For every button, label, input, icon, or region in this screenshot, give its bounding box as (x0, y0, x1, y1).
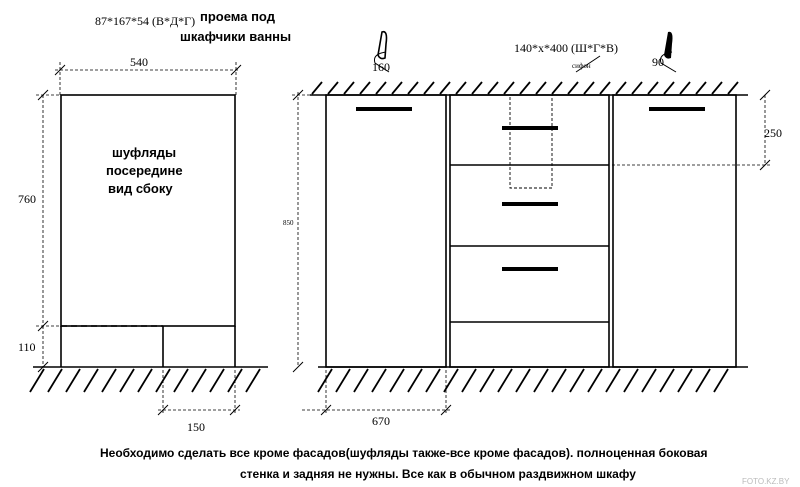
drawer-handle-1 (502, 126, 558, 130)
hatch-line (632, 82, 642, 94)
hatch-line (696, 82, 706, 94)
hatch-line (66, 369, 80, 392)
siphon-zone (510, 95, 552, 188)
hatch-line (600, 82, 610, 94)
hatch-line (570, 369, 584, 392)
hatch-line (440, 82, 450, 94)
side-label-line1: шуфляды (112, 145, 177, 160)
hatch-line (552, 369, 566, 392)
hatch-line (328, 82, 338, 94)
hatch-line (408, 82, 418, 94)
hatch-line (680, 82, 690, 94)
hatch-line (588, 369, 602, 392)
hatch-line (712, 82, 722, 94)
hatch-line (426, 369, 440, 392)
door-width-dimension: 670 (372, 414, 390, 428)
hatch-line (678, 369, 692, 392)
hatch-line (246, 369, 260, 392)
hatch-line (664, 82, 674, 94)
opening-label-line2: шкафчики ванны (180, 29, 292, 44)
left-pipe-angle: 160 (372, 60, 390, 74)
hatch-line (318, 369, 332, 392)
hatch-line (408, 369, 422, 392)
hatch-line (504, 82, 514, 94)
side-width-dimension: 540 (130, 55, 148, 69)
hatch-line (714, 369, 728, 392)
hatch-line (30, 369, 44, 392)
drawer-handle-2 (502, 202, 558, 206)
right-pipe-angle: 90 (652, 55, 664, 69)
right-door-handle (649, 107, 705, 111)
hatch-line (568, 82, 578, 94)
side-label-line3: вид сбоку (108, 181, 173, 196)
hatch-line (120, 369, 134, 392)
side-plinth-dimension: 110 (18, 340, 36, 354)
hatch-line (138, 369, 152, 392)
siphon-dimensions: 140*x*400 (Ш*Г*В) (514, 41, 619, 55)
hatch-line (336, 369, 350, 392)
hatch-line (344, 82, 354, 94)
side-label-line2: посередине (106, 163, 183, 178)
side-height-dimension: 760 (18, 192, 36, 206)
hatch-line (584, 82, 594, 94)
hatch-line (390, 369, 404, 392)
hatch-line (312, 82, 322, 94)
hatch-line (174, 369, 188, 392)
hatch-line (424, 82, 434, 94)
hatch-line (696, 369, 710, 392)
hatch-line (102, 369, 116, 392)
opening-label-line1: проема под (200, 9, 275, 24)
hatch-line (606, 369, 620, 392)
hatch-line (462, 369, 476, 392)
hatch-line (536, 82, 546, 94)
side-view (18, 55, 268, 434)
hatch-line (624, 369, 638, 392)
hatch-line (210, 369, 224, 392)
hatch-line (48, 369, 62, 392)
hatch-line (488, 82, 498, 94)
hatch-line (516, 369, 530, 392)
hatch-line (372, 369, 386, 392)
hatch-line (648, 82, 658, 94)
hatch-line (376, 82, 386, 94)
hatch-line (498, 369, 512, 392)
watermark: FOTO.KZ.BY (742, 477, 790, 486)
side-floor-hatching (30, 369, 260, 392)
drawer-handle-3 (502, 267, 558, 271)
hatch-line (392, 82, 402, 94)
hatch-line (360, 82, 370, 94)
hatch-line (354, 369, 368, 392)
opening-dimensions: 87*167*54 (В*Д*Г) (95, 14, 196, 28)
siphon-label: сифон (572, 62, 591, 70)
hatch-line (472, 82, 482, 94)
left-door-panel (326, 95, 446, 367)
hatch-line (520, 82, 530, 94)
hatch-line (480, 369, 494, 392)
hatch-line (192, 369, 206, 392)
front-view (283, 32, 782, 428)
side-base-dimension: 150 (187, 420, 205, 434)
hatch-line (728, 82, 738, 94)
front-floor-hatching (318, 369, 728, 392)
center-drawer-section (450, 95, 609, 367)
countertop-hatching (312, 82, 738, 94)
right-door-panel (613, 95, 736, 367)
top-zone-dimension: 250 (764, 126, 782, 140)
hatch-line (660, 369, 674, 392)
hatch-line (642, 369, 656, 392)
hatch-line (456, 82, 466, 94)
hatch-line (616, 82, 626, 94)
front-height-dimension: 850 (283, 219, 294, 227)
note-line1: Необходимо сделать все кроме фасадов(шуфляды также-все кроме фасадов). полноценная боковая (100, 446, 708, 460)
hatch-line (534, 369, 548, 392)
hatch-line (84, 369, 98, 392)
left-door-handle (356, 107, 412, 111)
hatch-line (552, 82, 562, 94)
note-line2: стенка и задняя не нужны. Все как в обычном раздвижном шкафу (240, 467, 636, 481)
